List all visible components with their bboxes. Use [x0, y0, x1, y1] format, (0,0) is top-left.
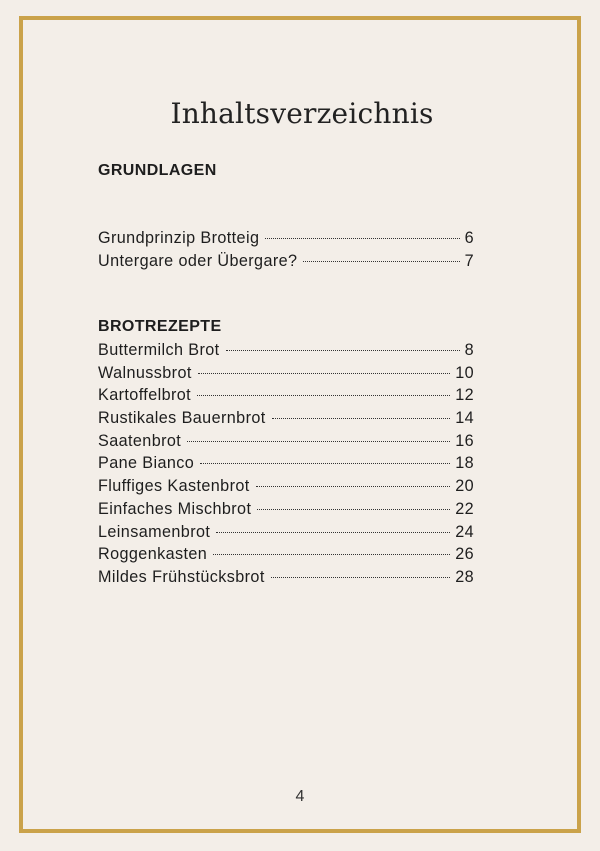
- toc-entry-label: Roggenkasten: [98, 545, 208, 564]
- toc-entry-label: Saatenbrot: [98, 431, 182, 450]
- toc-entry-label: Walnussbrot: [98, 363, 192, 382]
- section-heading-grundlagen: GRUNDLAGEN: [98, 162, 217, 179]
- toc-dot-leader: [198, 373, 450, 374]
- toc-entry-page: 16: [455, 431, 474, 450]
- toc-entry[interactable]: [98, 409, 474, 432]
- toc-entry-label: Buttermilch Brot: [98, 341, 220, 359]
- toc-entry-page: 22: [455, 499, 474, 518]
- toc-entry[interactable]: [98, 500, 474, 523]
- toc-entry-label: Einfaches Mischbrot: [98, 499, 252, 518]
- toc-dot-leader: [257, 509, 450, 510]
- toc-entry-label: Fluffiges Kastenbrot: [98, 477, 250, 496]
- toc-dot-leader: [272, 418, 451, 419]
- toc-entry[interactable]: [98, 341, 474, 364]
- toc-entry-label: Rustikales Bauernbrot: [98, 409, 266, 428]
- toc-entry-page: 12: [455, 386, 474, 405]
- toc-list-grundlagen: [98, 229, 474, 274]
- toc-dot-leader: [200, 463, 450, 464]
- toc-entry[interactable]: [98, 523, 474, 546]
- toc-dot-leader: [187, 441, 450, 442]
- toc-entry[interactable]: [98, 252, 474, 275]
- toc-entry[interactable]: [98, 454, 474, 477]
- toc-entry-label: Leinsamenbrot: [98, 522, 211, 541]
- toc-entry-label: Kartoffelbrot: [98, 386, 192, 405]
- page-title: Inhaltsverzeichnis: [170, 97, 434, 130]
- toc-dot-leader: [226, 350, 460, 351]
- toc-entry-page: 10: [455, 363, 474, 382]
- toc-entry[interactable]: [98, 364, 474, 387]
- toc-dot-leader: [271, 577, 450, 578]
- toc-list-brotrezepte: [98, 341, 474, 591]
- toc-dot-leader: [197, 395, 450, 396]
- toc-dot-leader: [256, 486, 451, 487]
- toc-entry-label: Mildes Frühstücksbrot: [98, 567, 265, 586]
- toc-entry-page: 28: [455, 567, 474, 586]
- toc-dot-leader: [265, 238, 459, 239]
- toc-entry-label: Pane Bianco: [98, 454, 195, 473]
- toc-entry[interactable]: [98, 568, 474, 591]
- toc-entry[interactable]: [98, 545, 474, 568]
- toc-entry[interactable]: [98, 229, 474, 252]
- toc-entry-label: Untergare oder Übergare?: [98, 251, 298, 270]
- toc-entry-label: Grundprinzip Brotteig: [98, 229, 260, 247]
- toc-entry-page: 24: [455, 522, 474, 541]
- toc-entry[interactable]: [98, 386, 474, 409]
- toc-dot-leader: [216, 532, 450, 533]
- toc-entry-page: 14: [455, 409, 474, 428]
- toc-entry-page: 8: [464, 341, 474, 359]
- toc-entry-page: 7: [464, 251, 474, 270]
- toc-entry-page: 20: [455, 477, 474, 496]
- toc-entry[interactable]: [98, 432, 474, 455]
- toc-dot-leader: [303, 261, 459, 262]
- toc-entry-page: 6: [464, 229, 474, 247]
- toc-entry-page: 18: [455, 454, 474, 473]
- page-number: 4: [295, 788, 305, 805]
- toc-entry-page: 26: [455, 545, 474, 564]
- toc-entry[interactable]: [98, 477, 474, 500]
- toc-dot-leader: [213, 554, 450, 555]
- section-heading-brotrezepte: BROTREZEPTE: [98, 318, 222, 335]
